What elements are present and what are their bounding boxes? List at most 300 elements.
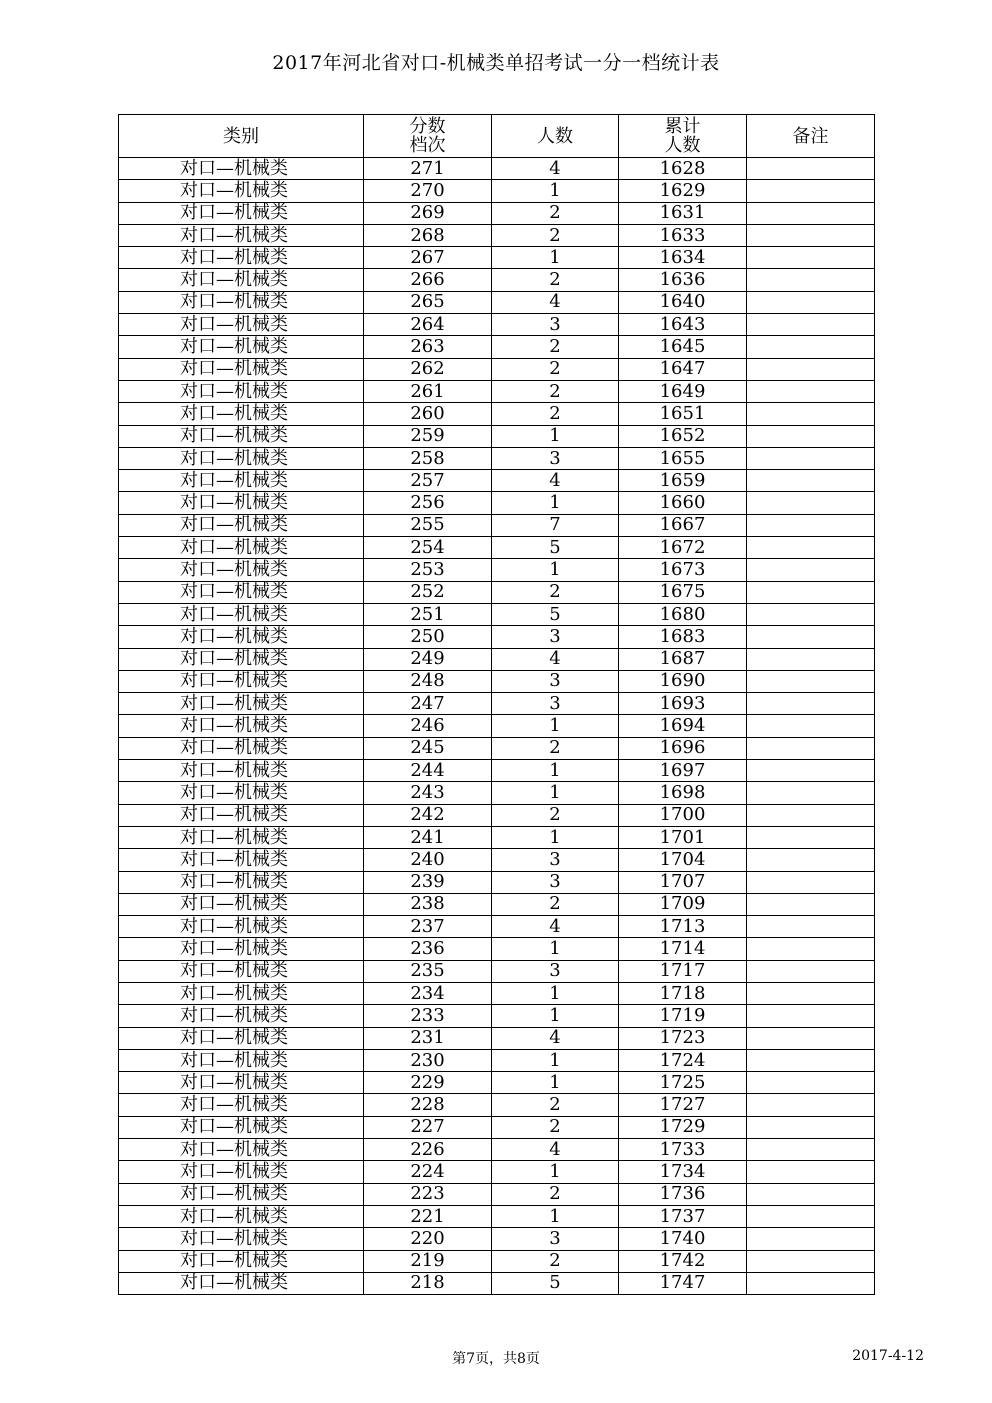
cell-score: 256 [364, 492, 492, 514]
cell-count: 1 [492, 559, 619, 581]
table-row [119, 715, 875, 737]
header-remark [747, 115, 875, 158]
header-cumulative-line1: 累计 [664, 116, 701, 137]
cell-cumulative: 1640 [619, 291, 747, 313]
cell-score: 248 [364, 670, 492, 692]
cell-score: 267 [364, 247, 492, 269]
table-row [119, 1116, 875, 1138]
cell-remark [747, 291, 875, 313]
cell-score: 266 [364, 269, 492, 291]
cell-cumulative: 1696 [619, 737, 747, 759]
cell-remark [747, 760, 875, 782]
cell-category: 对口—机械类 [119, 849, 364, 871]
cell-count: 1 [492, 1005, 619, 1027]
header-count [492, 115, 619, 158]
cell-count: 3 [492, 1228, 619, 1250]
cell-cumulative: 1697 [619, 760, 747, 782]
table-row [119, 938, 875, 960]
cell-category: 对口—机械类 [119, 1027, 364, 1049]
table-row [119, 403, 875, 425]
cell-cumulative: 1734 [619, 1161, 747, 1183]
cell-remark [747, 581, 875, 603]
cell-cumulative: 1633 [619, 224, 747, 246]
table-row [119, 1205, 875, 1227]
cell-count: 3 [492, 693, 619, 715]
cell-count: 1 [492, 180, 619, 202]
cell-count: 2 [492, 1116, 619, 1138]
cell-score: 246 [364, 715, 492, 737]
cell-remark [747, 269, 875, 291]
cell-count: 3 [492, 670, 619, 692]
cell-category: 对口—机械类 [119, 447, 364, 469]
cell-remark [747, 715, 875, 737]
table-row [119, 336, 875, 358]
cell-cumulative: 1628 [619, 158, 747, 180]
cell-cumulative: 1660 [619, 492, 747, 514]
cell-cumulative: 1673 [619, 559, 747, 581]
cell-count: 1 [492, 247, 619, 269]
cell-score: 260 [364, 403, 492, 425]
cell-cumulative: 1655 [619, 447, 747, 469]
cell-cumulative: 1723 [619, 1027, 747, 1049]
table-row [119, 626, 875, 648]
cell-score: 228 [364, 1094, 492, 1116]
table-row [119, 871, 875, 893]
cell-cumulative: 1645 [619, 336, 747, 358]
table-row [119, 849, 875, 871]
cell-cumulative: 1733 [619, 1139, 747, 1161]
cell-remark [747, 358, 875, 380]
cell-category: 对口—机械类 [119, 581, 364, 603]
cell-remark [747, 559, 875, 581]
cell-category: 对口—机械类 [119, 224, 364, 246]
cell-score: 251 [364, 603, 492, 625]
table-row [119, 470, 875, 492]
cell-count: 5 [492, 537, 619, 559]
cell-cumulative: 1659 [619, 470, 747, 492]
cell-remark [747, 336, 875, 358]
cell-category: 对口—机械类 [119, 1049, 364, 1071]
table-row [119, 648, 875, 670]
cell-remark [747, 1094, 875, 1116]
cell-cumulative: 1667 [619, 514, 747, 536]
table-row [119, 760, 875, 782]
cell-count: 3 [492, 849, 619, 871]
cell-count: 5 [492, 1272, 619, 1294]
cell-count: 1 [492, 938, 619, 960]
cell-remark [747, 514, 875, 536]
cell-remark [747, 693, 875, 715]
cell-count: 4 [492, 158, 619, 180]
cell-count: 3 [492, 960, 619, 982]
cell-score: 257 [364, 470, 492, 492]
cell-category: 对口—机械类 [119, 826, 364, 848]
cell-score: 262 [364, 358, 492, 380]
table-row [119, 893, 875, 915]
cell-score: 239 [364, 871, 492, 893]
cell-cumulative: 1683 [619, 626, 747, 648]
cell-cumulative: 1636 [619, 269, 747, 291]
cell-cumulative: 1634 [619, 247, 747, 269]
cell-cumulative: 1629 [619, 180, 747, 202]
cell-score: 240 [364, 849, 492, 871]
cell-score: 245 [364, 737, 492, 759]
cell-count: 4 [492, 1139, 619, 1161]
cell-remark [747, 447, 875, 469]
cell-score: 241 [364, 826, 492, 848]
table-row [119, 826, 875, 848]
table-header [119, 115, 875, 158]
cell-category: 对口—机械类 [119, 760, 364, 782]
header-count-label: 人数 [537, 125, 573, 147]
table-row [119, 492, 875, 514]
header-cumulative [619, 115, 747, 158]
cell-count: 2 [492, 737, 619, 759]
table-row [119, 693, 875, 715]
cell-remark [747, 893, 875, 915]
cell-count: 3 [492, 626, 619, 648]
cell-count: 3 [492, 314, 619, 336]
cell-count: 2 [492, 403, 619, 425]
cell-score: 271 [364, 158, 492, 180]
cell-cumulative: 1724 [619, 1049, 747, 1071]
cell-cumulative: 1736 [619, 1183, 747, 1205]
cell-cumulative: 1725 [619, 1072, 747, 1094]
cell-score: 231 [364, 1027, 492, 1049]
header-score [364, 115, 492, 158]
cell-category: 对口—机械类 [119, 470, 364, 492]
cell-cumulative: 1700 [619, 804, 747, 826]
cell-category: 对口—机械类 [119, 1005, 364, 1027]
table-body [119, 158, 875, 1295]
table-row [119, 380, 875, 402]
cell-score: 243 [364, 782, 492, 804]
cell-category: 对口—机械类 [119, 1139, 364, 1161]
cell-score: 237 [364, 916, 492, 938]
cell-category: 对口—机械类 [119, 492, 364, 514]
cell-score: 255 [364, 514, 492, 536]
table-row [119, 1161, 875, 1183]
cell-score: 227 [364, 1116, 492, 1138]
page-title: 2017年河北省对口-机械类单招考试一分一档统计表 [272, 52, 720, 74]
cell-category: 对口—机械类 [119, 425, 364, 447]
cell-score: 233 [364, 1005, 492, 1027]
cell-category: 对口—机械类 [119, 938, 364, 960]
cell-category: 对口—机械类 [119, 782, 364, 804]
cell-category: 对口—机械类 [119, 1072, 364, 1094]
cell-remark [747, 380, 875, 402]
cell-count: 2 [492, 224, 619, 246]
cell-remark [747, 648, 875, 670]
cell-cumulative: 1649 [619, 380, 747, 402]
cell-cumulative: 1694 [619, 715, 747, 737]
table-row [119, 603, 875, 625]
cell-category: 对口—机械类 [119, 804, 364, 826]
cell-category: 对口—机械类 [119, 358, 364, 380]
cell-category: 对口—机械类 [119, 158, 364, 180]
cell-remark [747, 782, 875, 804]
cell-remark [747, 470, 875, 492]
cell-score: 269 [364, 202, 492, 224]
cell-count: 1 [492, 492, 619, 514]
cell-score: 218 [364, 1272, 492, 1294]
cell-count: 1 [492, 1049, 619, 1071]
cell-score: 253 [364, 559, 492, 581]
cell-remark [747, 224, 875, 246]
cell-remark [747, 1072, 875, 1094]
cell-count: 2 [492, 581, 619, 603]
cell-category: 对口—机械类 [119, 626, 364, 648]
cell-cumulative: 1675 [619, 581, 747, 603]
cell-cumulative: 1707 [619, 871, 747, 893]
cell-category: 对口—机械类 [119, 715, 364, 737]
cell-score: 234 [364, 982, 492, 1004]
table-row [119, 358, 875, 380]
cell-score: 250 [364, 626, 492, 648]
cell-remark [747, 180, 875, 202]
cell-remark [747, 1272, 875, 1294]
table-row [119, 559, 875, 581]
cell-count: 2 [492, 893, 619, 915]
cell-count: 1 [492, 1161, 619, 1183]
cell-count: 2 [492, 202, 619, 224]
table-row [119, 447, 875, 469]
cell-score: 224 [364, 1161, 492, 1183]
table-row [119, 670, 875, 692]
cell-count: 1 [492, 1072, 619, 1094]
cell-score: 270 [364, 180, 492, 202]
header-category [119, 115, 364, 158]
cell-cumulative: 1647 [619, 358, 747, 380]
cell-category: 对口—机械类 [119, 269, 364, 291]
cell-category: 对口—机械类 [119, 603, 364, 625]
cell-cumulative: 1698 [619, 782, 747, 804]
cell-remark [747, 1228, 875, 1250]
cell-category: 对口—机械类 [119, 737, 364, 759]
cell-score: 229 [364, 1072, 492, 1094]
cell-category: 对口—机械类 [119, 180, 364, 202]
cell-category: 对口—机械类 [119, 648, 364, 670]
table-row [119, 1049, 875, 1071]
cell-remark [747, 982, 875, 1004]
cell-category: 对口—机械类 [119, 1250, 364, 1272]
cell-cumulative: 1747 [619, 1272, 747, 1294]
cell-remark [747, 1205, 875, 1227]
cell-score: 254 [364, 537, 492, 559]
cell-score: 219 [364, 1250, 492, 1272]
cell-remark [747, 1139, 875, 1161]
table-row [119, 960, 875, 982]
cell-remark [747, 425, 875, 447]
cell-category: 对口—机械类 [119, 559, 364, 581]
cell-category: 对口—机械类 [119, 336, 364, 358]
cell-cumulative: 1714 [619, 938, 747, 960]
cell-score: 259 [364, 425, 492, 447]
cell-remark [747, 537, 875, 559]
cell-remark [747, 1116, 875, 1138]
cell-score: 244 [364, 760, 492, 782]
cell-category: 对口—机械类 [119, 380, 364, 402]
cell-cumulative: 1704 [619, 849, 747, 871]
cell-score: 230 [364, 1049, 492, 1071]
cell-count: 4 [492, 916, 619, 938]
cell-remark [747, 1049, 875, 1071]
cell-score: 226 [364, 1139, 492, 1161]
cell-cumulative: 1729 [619, 1116, 747, 1138]
cell-remark [747, 670, 875, 692]
cell-count: 2 [492, 804, 619, 826]
cell-cumulative: 1737 [619, 1205, 747, 1227]
cell-score: 242 [364, 804, 492, 826]
cell-category: 对口—机械类 [119, 291, 364, 313]
cell-remark [747, 1027, 875, 1049]
table-row [119, 1183, 875, 1205]
cell-cumulative: 1718 [619, 982, 747, 1004]
cell-category: 对口—机械类 [119, 514, 364, 536]
cell-remark [747, 1183, 875, 1205]
cell-count: 1 [492, 782, 619, 804]
table-row [119, 1139, 875, 1161]
table-row [119, 782, 875, 804]
cell-remark [747, 1250, 875, 1272]
table-row [119, 581, 875, 603]
cell-remark [747, 826, 875, 848]
cell-remark [747, 849, 875, 871]
table-row [119, 425, 875, 447]
cell-cumulative: 1693 [619, 693, 747, 715]
cell-remark [747, 1161, 875, 1183]
cell-cumulative: 1701 [619, 826, 747, 848]
cell-category: 对口—机械类 [119, 1228, 364, 1250]
cell-score: 235 [364, 960, 492, 982]
table-row [119, 247, 875, 269]
cell-category: 对口—机械类 [119, 871, 364, 893]
table-row [119, 1027, 875, 1049]
cell-count: 2 [492, 1250, 619, 1272]
cell-count: 2 [492, 380, 619, 402]
cell-remark [747, 158, 875, 180]
cell-score: 261 [364, 380, 492, 402]
cell-score: 223 [364, 1183, 492, 1205]
header-category-label: 类别 [223, 125, 259, 147]
table-row [119, 314, 875, 336]
table-row [119, 737, 875, 759]
cell-score: 263 [364, 336, 492, 358]
cell-count: 2 [492, 1183, 619, 1205]
table-row [119, 202, 875, 224]
score-distribution-table [118, 114, 875, 1295]
cell-cumulative: 1719 [619, 1005, 747, 1027]
header-remark-label: 备注 [792, 125, 829, 147]
cell-remark [747, 871, 875, 893]
cell-cumulative: 1687 [619, 648, 747, 670]
table-row [119, 1250, 875, 1272]
cell-count: 4 [492, 291, 619, 313]
cell-category: 对口—机械类 [119, 960, 364, 982]
cell-category: 对口—机械类 [119, 1272, 364, 1294]
cell-cumulative: 1631 [619, 202, 747, 224]
cell-cumulative: 1643 [619, 314, 747, 336]
cell-count: 3 [492, 871, 619, 893]
cell-count: 1 [492, 1205, 619, 1227]
cell-remark [747, 247, 875, 269]
cell-count: 1 [492, 760, 619, 782]
cell-cumulative: 1717 [619, 960, 747, 982]
cell-count: 4 [492, 1027, 619, 1049]
cell-cumulative: 1742 [619, 1250, 747, 1272]
cell-cumulative: 1740 [619, 1228, 747, 1250]
cell-category: 对口—机械类 [119, 202, 364, 224]
cell-category: 对口—机械类 [119, 982, 364, 1004]
cell-score: 265 [364, 291, 492, 313]
cell-cumulative: 1727 [619, 1094, 747, 1116]
cell-remark [747, 804, 875, 826]
cell-category: 对口—机械类 [119, 537, 364, 559]
cell-category: 对口—机械类 [119, 314, 364, 336]
cell-remark [747, 626, 875, 648]
cell-score: 220 [364, 1228, 492, 1250]
table-row [119, 291, 875, 313]
table-row [119, 1072, 875, 1094]
cell-score: 258 [364, 447, 492, 469]
table-row [119, 804, 875, 826]
page-number: 第7页，共8页 [452, 1351, 540, 1367]
header-score-line2: 档次 [409, 135, 446, 156]
cell-category: 对口—机械类 [119, 670, 364, 692]
cell-score: 264 [364, 314, 492, 336]
cell-score: 236 [364, 938, 492, 960]
cell-category: 对口—机械类 [119, 1116, 364, 1138]
cell-remark [747, 202, 875, 224]
cell-cumulative: 1709 [619, 893, 747, 915]
cell-count: 2 [492, 336, 619, 358]
cell-cumulative: 1651 [619, 403, 747, 425]
cell-count: 2 [492, 358, 619, 380]
cell-count: 1 [492, 715, 619, 737]
cell-cumulative: 1652 [619, 425, 747, 447]
table-row [119, 1228, 875, 1250]
cell-cumulative: 1690 [619, 670, 747, 692]
cell-remark [747, 737, 875, 759]
cell-remark [747, 938, 875, 960]
cell-remark [747, 916, 875, 938]
table-row [119, 537, 875, 559]
cell-remark [747, 492, 875, 514]
cell-count: 5 [492, 603, 619, 625]
cell-remark [747, 403, 875, 425]
cell-count: 2 [492, 269, 619, 291]
cell-category: 对口—机械类 [119, 1161, 364, 1183]
cell-category: 对口—机械类 [119, 403, 364, 425]
table-row [119, 224, 875, 246]
cell-score: 252 [364, 581, 492, 603]
cell-category: 对口—机械类 [119, 916, 364, 938]
cell-category: 对口—机械类 [119, 1183, 364, 1205]
cell-category: 对口—机械类 [119, 1094, 364, 1116]
cell-remark [747, 314, 875, 336]
table-row [119, 158, 875, 180]
cell-remark [747, 603, 875, 625]
cell-score: 268 [364, 224, 492, 246]
cell-score: 238 [364, 893, 492, 915]
table-row [119, 916, 875, 938]
table-row [119, 180, 875, 202]
table-row [119, 1005, 875, 1027]
cell-category: 对口—机械类 [119, 693, 364, 715]
print-date: 2017-4-12 [852, 1348, 924, 1364]
cell-score: 221 [364, 1205, 492, 1227]
table-row [119, 1094, 875, 1116]
